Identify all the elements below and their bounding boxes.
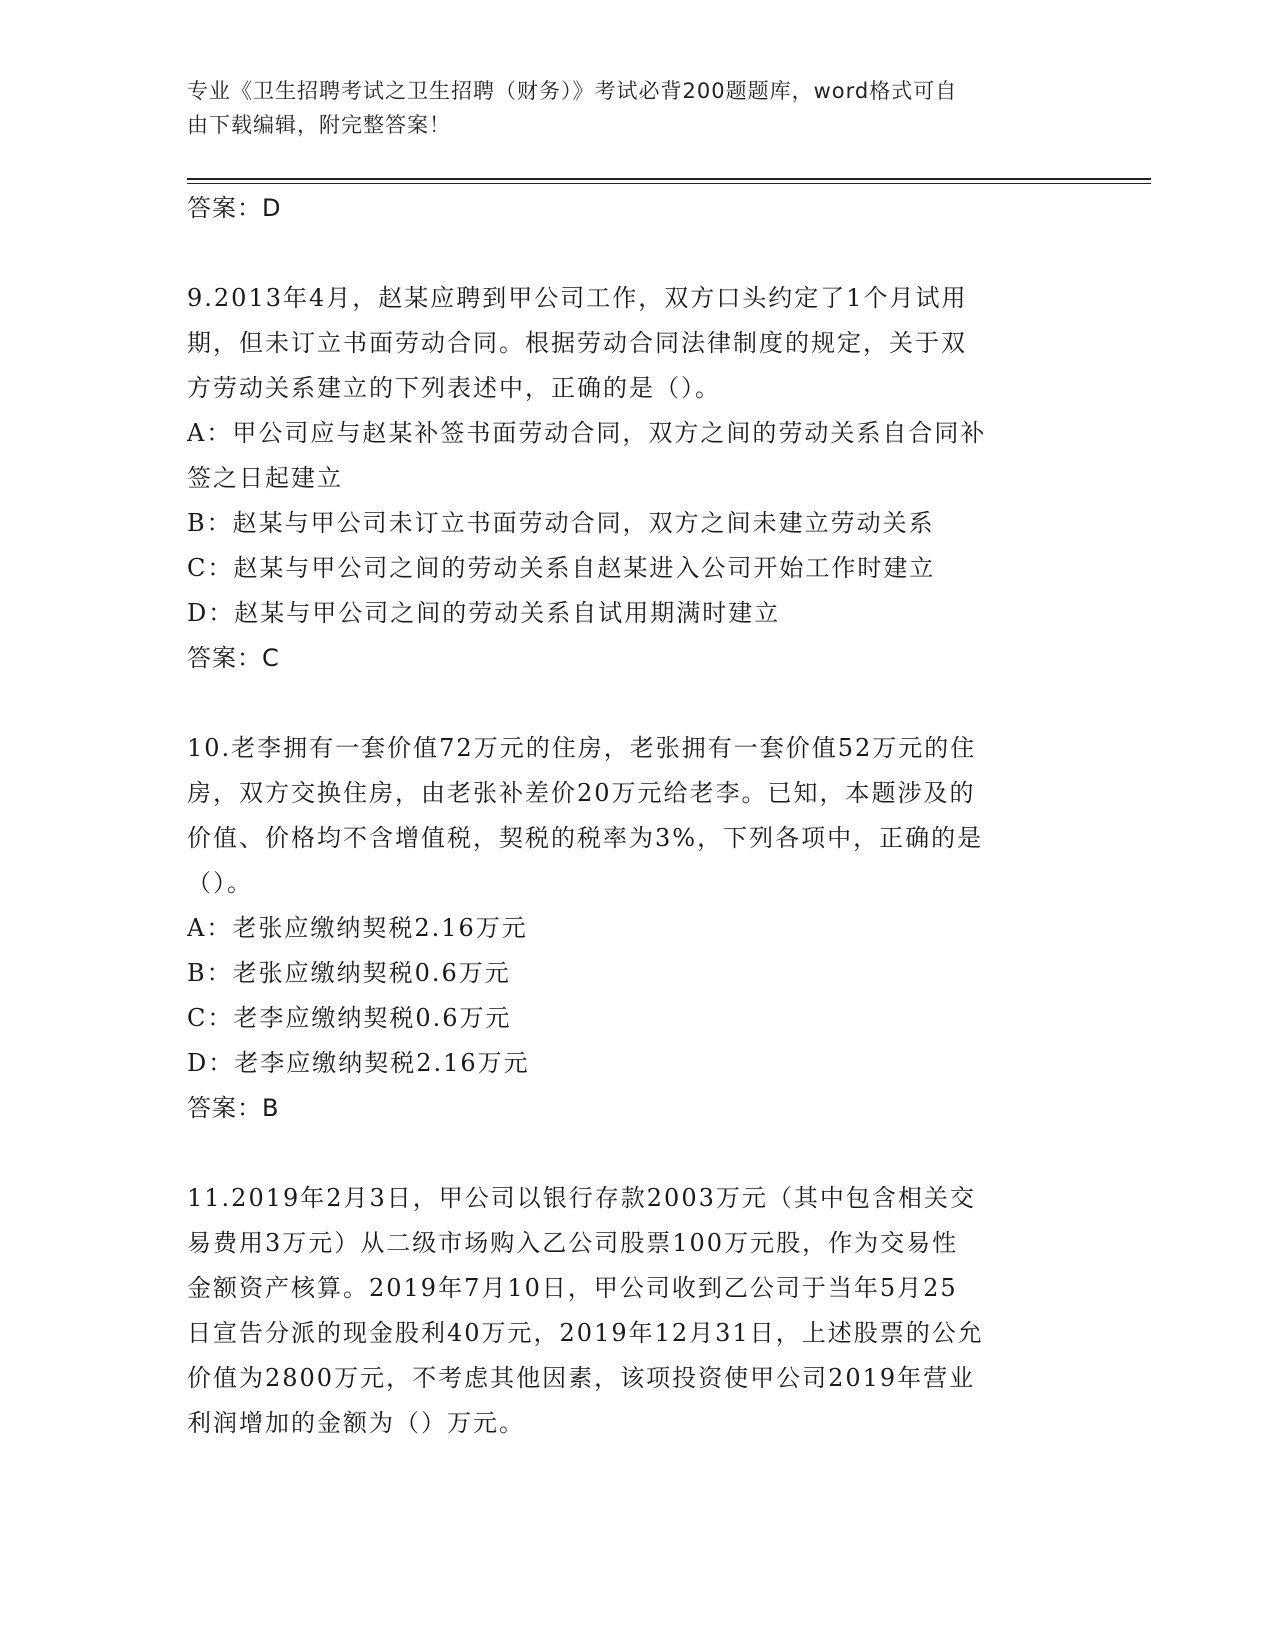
question-9-option-b: B：赵某与甲公司未订立书面劳动合同，双方之间未建立劳动关系 — [187, 509, 935, 537]
spacer — [187, 681, 1087, 726]
question-11 — [187, 1176, 1087, 1446]
question-10-stem-line-4: （）。 — [187, 869, 253, 897]
header-divider-thin — [187, 183, 1151, 184]
question-11-stem-line-6: 利润增加的金额为（）万元。 — [187, 1409, 525, 1437]
question-11-stem-line-5: 价值为2800万元，不考虑其他因素，该项投资使甲公司2019年营业 — [187, 1364, 976, 1392]
question-9-option-d: D：赵某与甲公司之间的劳动关系自试用期满时建立 — [187, 599, 781, 627]
question-10-option-c: C：老李应缴纳契税0.6万元 — [187, 1004, 512, 1032]
answer-q8: 答案：D — [187, 194, 282, 222]
question-11-stem-line-1: 11.2019年2月3日，甲公司以银行存款2003万元（其中包含相关交 — [187, 1184, 976, 1212]
question-9-option-c: C：赵某与甲公司之间的劳动关系自赵某进入公司开始工作时建立 — [187, 554, 936, 582]
spacer — [187, 231, 1087, 276]
question-10-stem-line-1: 10.老李拥有一套价值72万元的住房，老张拥有一套价值52万元的住 — [187, 734, 977, 762]
question-11-stem-line-3: 金额资产核算。2019年7月10日，甲公司收到乙公司于当年5月25 — [187, 1274, 958, 1302]
question-11-stem-line-4: 日宣告分派的现金股利40万元，2019年12月31日，上述股票的公允 — [187, 1319, 984, 1347]
header-divider-thick — [187, 178, 1151, 180]
question-10-option-b: B：老张应缴纳契税0.6万元 — [187, 959, 511, 987]
spacer — [187, 1131, 1087, 1176]
answer-q10: 答案：B — [187, 1094, 280, 1122]
question-9-option-a-cont: 签之日起建立 — [187, 464, 343, 492]
question-10-stem-line-3: 价值、价格均不含增值税，契税的税率为3%，下列各项中，正确的是 — [187, 824, 984, 852]
question-9-stem-line-1: 9.2013年4月，赵某应聘到甲公司工作，双方口头约定了1个月试用 — [187, 284, 968, 312]
question-9-stem-line-2: 期，但未订立书面劳动合同。根据劳动合同法律制度的规定，关于双 — [187, 329, 967, 357]
question-11-stem-line-2: 易费用3万元）从二级市场购入乙公司股票100万元股，作为交易性 — [187, 1229, 959, 1257]
question-10-option-a: A：老张应缴纳契税2.16万元 — [187, 914, 528, 942]
question-10-stem-line-2: 房，双方交换住房，由老张补差价20万元给老李。已知，本题涉及的 — [187, 779, 976, 807]
question-9-option-a: A：甲公司应与赵某补签书面劳动合同，双方之间的劳动关系自合同补 — [187, 419, 987, 447]
answer-q9: 答案：C — [187, 644, 280, 672]
page-header — [187, 74, 1067, 142]
question-9-stem-line-3: 方劳动关系建立的下列表述中，正确的是（）。 — [187, 374, 721, 402]
header-line-1: 专业《卫生招聘考试之卫生招聘（财务）》考试必背200题题库，word格式可自 — [187, 79, 958, 103]
question-9 — [187, 276, 1087, 681]
question-10-option-d: D：老李应缴纳契税2.16万元 — [187, 1049, 530, 1077]
question-10 — [187, 726, 1087, 1131]
header-line-2: 由下载编辑，附完整答案！ — [187, 113, 451, 137]
document-body — [187, 186, 1087, 1446]
